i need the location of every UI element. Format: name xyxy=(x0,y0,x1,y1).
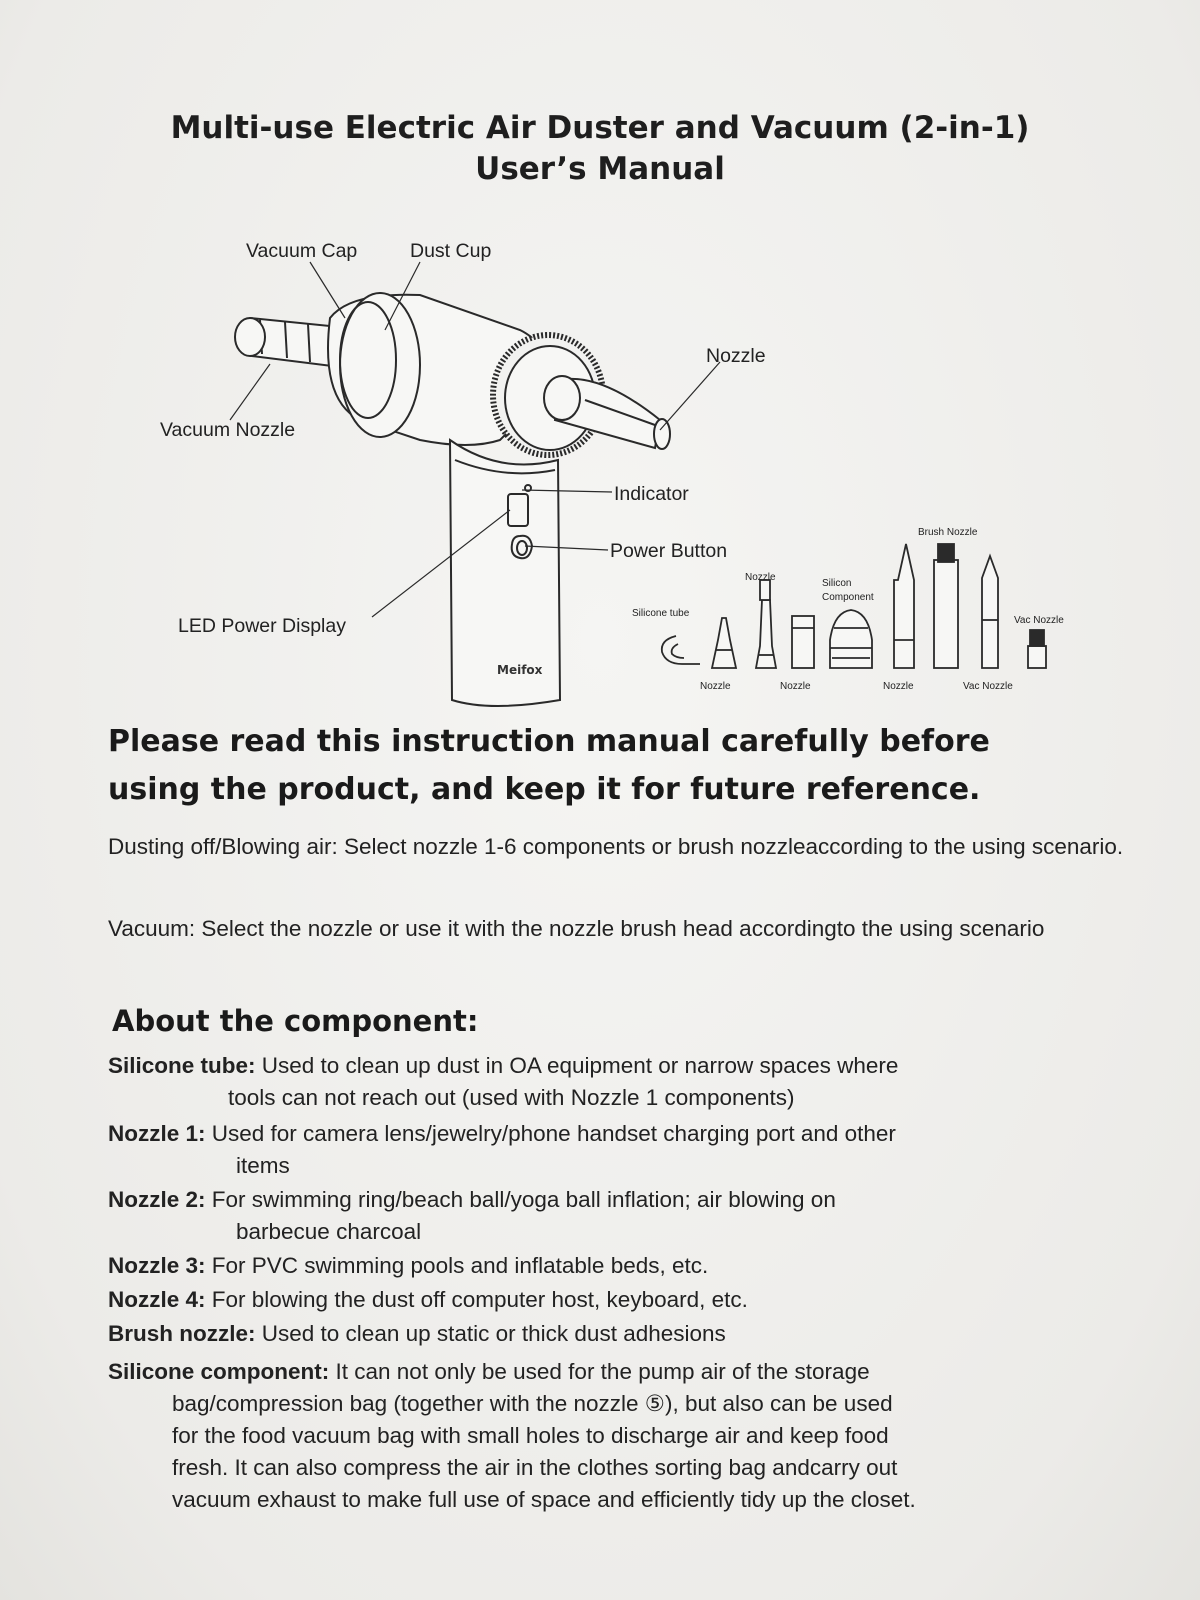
label-vac-nozzle-right: Vac Nozzle xyxy=(1014,615,1064,626)
label-indicator: Indicator xyxy=(614,483,689,505)
label-vacuum-cap: Vacuum Cap xyxy=(246,240,358,262)
term: Silicone component: xyxy=(108,1359,330,1384)
label-silicon: Silicon xyxy=(822,578,852,589)
accessories-illustration xyxy=(662,544,1046,668)
desc-line: tools can not reach out (used with Nozzle 1 components) xyxy=(228,1085,795,1110)
component-nozzle-2 xyxy=(108,1184,1138,1248)
desc-line: It can not only be used for the pump air of the storage xyxy=(329,1359,870,1384)
component-nozzle-3 xyxy=(108,1250,1138,1282)
label-nozzle-bottom-2: Nozzle xyxy=(780,681,811,692)
manual-title xyxy=(0,108,1200,190)
component-nozzle-4 xyxy=(108,1284,1138,1316)
label-nozzle-bottom-1: Nozzle xyxy=(700,681,731,692)
intro-line-2: using the product, and keep it for future reference. xyxy=(108,772,981,807)
label-nozzle: Nozzle xyxy=(706,345,766,367)
intro-line-1: Please read this instruction manual carefully before xyxy=(108,724,990,759)
label-vacuum-nozzle: Vacuum Nozzle xyxy=(160,419,296,441)
usage-vacuum: Vacuum: Select the nozzle or use it with the nozzle brush head accordingto the using scenario xyxy=(108,916,1045,941)
desc-line: bag/compression bag (together with the nozzle ⑤), but also can be used xyxy=(172,1391,893,1416)
component-nozzle-1 xyxy=(108,1118,1138,1182)
desc-line: Used to clean up static or thick dust adhesions xyxy=(255,1321,726,1346)
label-led-power-display: LED Power Display xyxy=(178,615,346,637)
desc-line: For PVC swimming pools and inflatable beds, etc. xyxy=(205,1253,709,1278)
desc-line: Used to clean up dust in OA equipment or narrow spaces where xyxy=(255,1053,899,1078)
label-nozzle-bottom-3: Nozzle xyxy=(883,681,914,692)
desc-line: For swimming ring/beach ball/yoga ball inflation; air blowing on xyxy=(205,1187,836,1212)
component-silicone-component xyxy=(108,1356,1138,1516)
desc-line: For blowing the dust off computer host, keyboard, etc. xyxy=(205,1287,748,1312)
intro-warning xyxy=(108,718,1118,814)
desc-line: for the food vacuum bag with small holes to discharge air and keep food xyxy=(172,1423,889,1448)
usage-dusting: Dusting off/Blowing air: Select nozzle 1-6 components or brush nozzleaccording to the using scenario. xyxy=(108,834,1124,859)
label-component: Component xyxy=(822,592,874,603)
label-power-button: Power Button xyxy=(610,540,728,562)
term: Nozzle 2: xyxy=(108,1187,206,1212)
title-line-1: Multi-use Electric Air Duster and Vacuum (2-in-1) xyxy=(170,110,1030,146)
product-diagram xyxy=(0,230,1200,710)
title-line-2: User’s Manual xyxy=(475,151,725,187)
label-brush-nozzle: Brush Nozzle xyxy=(918,527,978,538)
term: Brush nozzle: xyxy=(108,1321,256,1346)
desc-line: vacuum exhaust to make full use of space and efficiently tidy up the closet. xyxy=(172,1487,916,1512)
label-vac-nozzle-bottom: Vac Nozzle xyxy=(963,681,1013,692)
device-illustration xyxy=(235,293,670,706)
brand-logo: Meifox xyxy=(497,663,543,677)
desc-line: Used for camera lens/jewelry/phone handset charging port and other xyxy=(205,1121,896,1146)
term: Nozzle 1: xyxy=(108,1121,206,1146)
component-brush-nozzle xyxy=(108,1318,1138,1350)
label-dust-cup: Dust Cup xyxy=(410,240,492,262)
term: Nozzle 3: xyxy=(108,1253,206,1278)
label-silicone-tube: Silicone tube xyxy=(632,608,690,619)
term: Nozzle 4: xyxy=(108,1287,206,1312)
desc-line: fresh. It can also compress the air in the clothes sorting bag andcarry out xyxy=(172,1455,898,1480)
desc-line: items xyxy=(236,1153,290,1178)
term: Silicone tube: xyxy=(108,1053,256,1078)
desc-line: barbecue charcoal xyxy=(236,1219,422,1244)
label-nozzle-top: Nozzle xyxy=(745,572,776,583)
about-title: About the component: xyxy=(112,1004,479,1038)
component-silicone-tube xyxy=(108,1050,1138,1114)
